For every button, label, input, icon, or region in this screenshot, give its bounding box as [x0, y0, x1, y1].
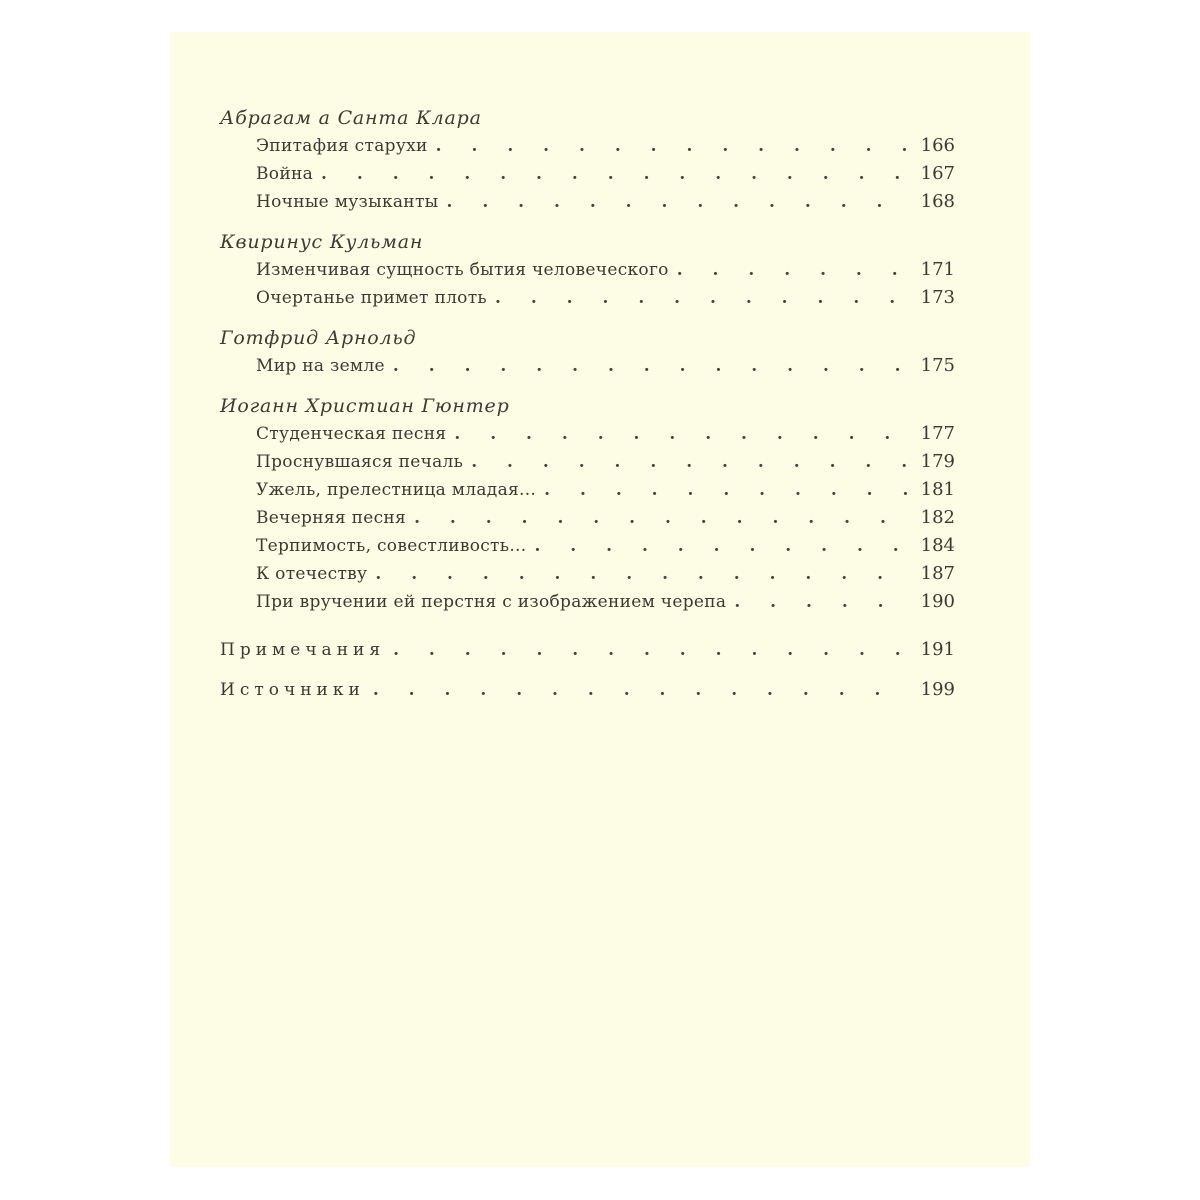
toc-entry — [220, 256, 955, 284]
entry-page: 191 — [920, 639, 955, 660]
section-gap — [220, 616, 955, 636]
entry-page: 175 — [920, 355, 955, 376]
dot-leader — [495, 284, 909, 312]
entry-title: Очертанье примет плоть — [256, 288, 487, 308]
entry-page: 184 — [920, 535, 955, 556]
dot-leader — [446, 188, 909, 216]
entry-title: Мир на земле — [256, 356, 385, 376]
dot-leader — [373, 676, 909, 704]
toc-entry — [220, 476, 955, 504]
toc-entry — [220, 504, 955, 532]
dot-leader — [677, 256, 909, 284]
dot-leader — [471, 448, 909, 476]
entry-title: Примечания — [220, 640, 386, 660]
dot-leader — [393, 352, 909, 380]
table-of-contents — [220, 104, 955, 704]
author-heading: Абрагам а Санта Клара — [220, 107, 482, 129]
dot-leader — [321, 160, 909, 188]
dot-leader — [734, 588, 909, 616]
toc-entry — [220, 132, 955, 160]
toc-entry — [220, 352, 955, 380]
author-heading: Квиринус Кульман — [220, 231, 424, 253]
entry-title: Терпимость, совестливость... — [256, 536, 527, 556]
entry-title: К отечеству — [256, 564, 368, 584]
author-heading: Иоганн Христиан Гюнтер — [220, 395, 510, 417]
entry-page: 190 — [920, 591, 955, 612]
toc-entry-notes — [220, 636, 955, 664]
entry-page: 177 — [920, 423, 955, 444]
entry-page: 168 — [920, 191, 955, 212]
author-heading: Готфрид Арнольд — [220, 327, 417, 349]
toc-entry — [220, 420, 955, 448]
entry-title: Студенческая песня — [256, 424, 447, 444]
dot-leader — [375, 560, 909, 588]
toc-entry — [220, 160, 955, 188]
entry-page: 199 — [920, 679, 955, 700]
entry-title: Изменчивая сущность бытия человеческого — [256, 260, 669, 280]
entry-page: 182 — [920, 507, 955, 528]
dot-leader — [544, 476, 909, 504]
entry-title: Вечерняя песня — [256, 508, 407, 528]
toc-entry — [220, 532, 955, 560]
entry-page: 166 — [920, 135, 955, 156]
section-gap — [220, 216, 955, 228]
entry-title: Ужель, прелестница младая... — [256, 480, 537, 500]
entry-page: 173 — [920, 287, 955, 308]
section-gap — [220, 380, 955, 392]
entry-page: 181 — [920, 479, 955, 500]
section-gap — [220, 312, 955, 324]
dot-leader — [534, 532, 909, 560]
section-gap — [220, 664, 955, 676]
entry-page: 187 — [920, 563, 955, 584]
entry-title: Ночные музыканты — [256, 192, 439, 212]
entry-title: Война — [256, 164, 314, 184]
toc-entry — [220, 284, 955, 312]
dot-leader — [393, 636, 909, 664]
toc-entry — [220, 588, 955, 616]
dot-leader — [436, 132, 909, 160]
toc-entry — [220, 560, 955, 588]
toc-entry — [220, 448, 955, 476]
entry-page: 171 — [920, 259, 955, 280]
entry-page: 179 — [920, 451, 955, 472]
entry-title: Эпитафия старухи — [256, 136, 428, 156]
entry-page: 167 — [920, 163, 955, 184]
dot-leader — [454, 420, 909, 448]
book-page — [170, 32, 1030, 1167]
dot-leader — [414, 504, 909, 532]
toc-entry — [220, 188, 955, 216]
entry-title: При вручении ей перстня с изображением черепа — [256, 592, 727, 612]
entry-title: Проснувшаяся печаль — [256, 452, 464, 472]
entry-title: Источники — [220, 680, 365, 700]
toc-entry-sources — [220, 676, 955, 704]
